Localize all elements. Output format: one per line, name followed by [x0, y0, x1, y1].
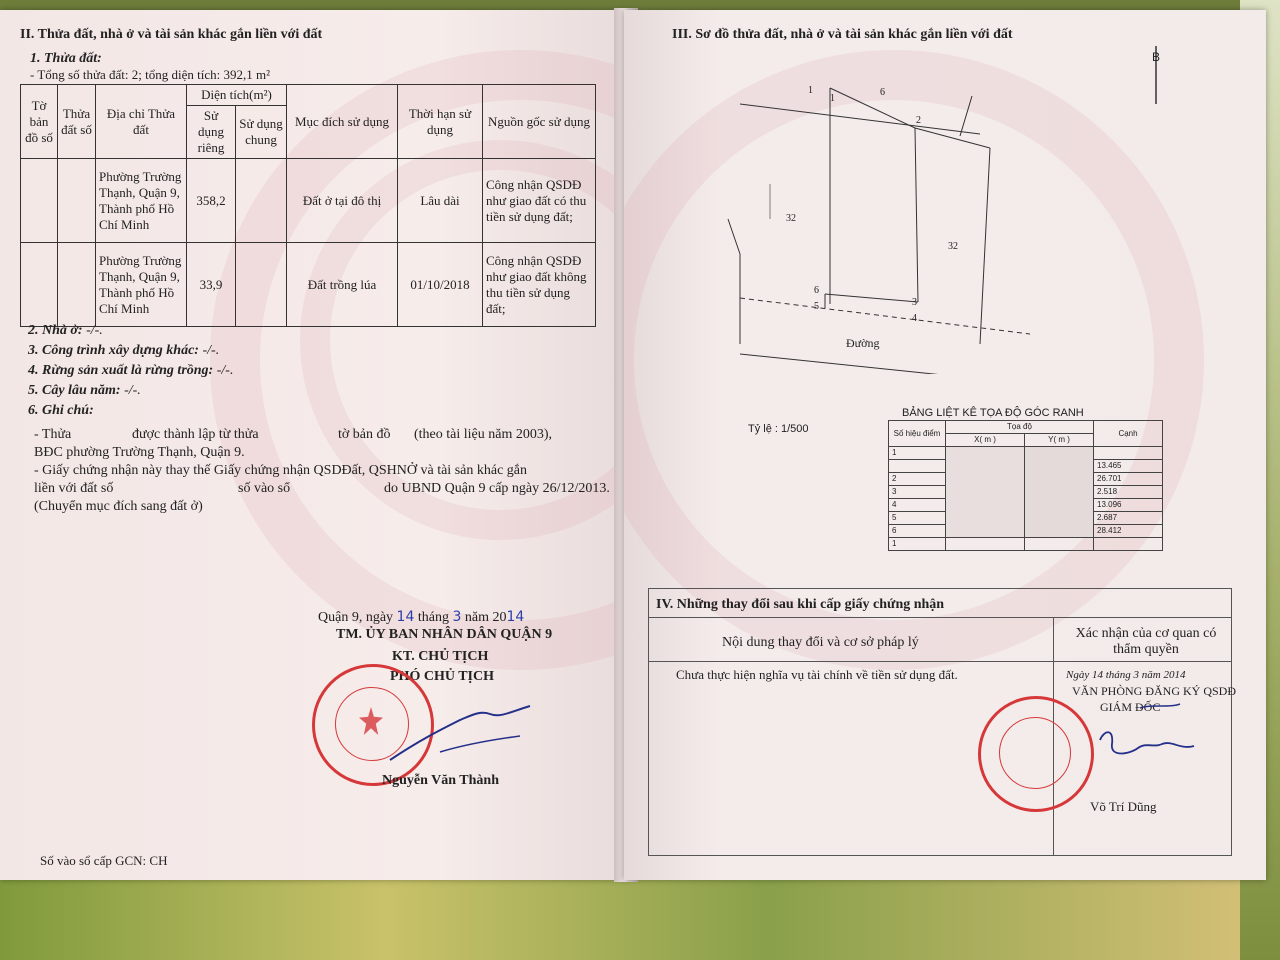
point-label-2: 2 [916, 115, 921, 126]
issue-date: Quận 9, ngày 14 tháng 3 năm 2014 [318, 609, 525, 625]
note-line-4a: liền với đất số [34, 481, 114, 496]
signer-name-left: Nguyễn Văn Thành [382, 773, 499, 788]
th-muc-dich: Mục đích sử dụng [287, 85, 398, 159]
item-rung: 4. Rừng sản xuất là rừng trồng: -/-. [28, 363, 234, 378]
office-stamp [978, 696, 1094, 812]
coord-point: 4 [889, 499, 946, 512]
note-line-5: (Chuyển mục đích sang đất ở) [34, 499, 203, 514]
change-role: GIÁM ĐỐC [1100, 700, 1161, 714]
change-date: Ngày 14 tháng 3 năm 2014 [1066, 669, 1186, 681]
point-label-4: 4 [912, 313, 917, 324]
th-nguon-goc: Nguồn gốc sử dụng [483, 85, 596, 159]
coord-edge: 28.412 [1094, 525, 1163, 538]
plot-diagram [700, 44, 1180, 374]
land-summary: - Tổng số thửa đất: 2; tổng diện tích: 392,1 m² [30, 67, 270, 82]
issuer-title: PHÓ CHỦ TỊCH [390, 669, 494, 684]
cell-thoi-han: 01/10/2018 [398, 243, 483, 327]
point-label-6: 6 [814, 285, 819, 296]
coord-table-title: BẢNG LIỆT KÊ TỌA ĐỘ GÓC RANH [902, 407, 1084, 419]
cell-chung [236, 243, 287, 327]
section3-title: III. Sơ đồ thửa đất, nhà ở và tài sản khác gắn liền với đất [672, 27, 1013, 42]
th-dien-tich: Diện tích(m²) [187, 85, 287, 106]
th-y: Y( m ) [1025, 434, 1094, 447]
coord-edge: 2.687 [1094, 512, 1163, 525]
signer-name-right: Võ Trí Dũng [1090, 799, 1157, 814]
cell-chung [236, 159, 287, 243]
section2-title: II. Thửa đất, nhà ở và tài sản khác gắn liền với đất [20, 27, 323, 42]
cell-nguon-goc: Công nhận QSDĐ như giao đất không thu tiền sử dụng đất; [483, 243, 596, 327]
note-line-1b: được thành lập từ thửa [132, 427, 259, 442]
coord-edge: 13.096 [1094, 499, 1163, 512]
cell-dia-chi: Phường Trường Thạnh, Quận 9, Thành phố Hồ Chí Minh [96, 243, 187, 327]
dimension-right: 32 [948, 241, 958, 252]
th-chung: Sử dụng chung [236, 106, 287, 159]
cell-rieng: 358,2 [187, 159, 236, 243]
section4-title: IV. Những thay đổi sau khi cấp giấy chứng nhận [656, 597, 945, 612]
cell-nguon-goc: Công nhận QSDĐ như giao đất có thu tiền sử dụng đất; [483, 159, 596, 243]
changes-col-content: Nội dung thay đổi và cơ sở pháp lý [722, 635, 919, 650]
note-line-3: - Giấy chứng nhận này thay thế Giấy chứng nhận QSDĐất, QSHNỞ và tài sản khác gắn [34, 463, 528, 478]
coord-point: 1 [889, 447, 946, 460]
cell-muc-dich: Đất trồng lúa [287, 243, 398, 327]
gcn-number: Số vào sổ cấp GCN: CH [40, 853, 168, 868]
neighbor-label-1: 1 [808, 85, 813, 96]
point-label-3: 3 [912, 297, 917, 308]
road-label: Đường [846, 336, 880, 350]
scale-label: Tỷ lệ : 1/500 [748, 423, 809, 435]
table-row [21, 243, 596, 327]
neighbor-label-6: 6 [880, 87, 885, 98]
th-thoi-han: Thời hạn sử dụng [398, 85, 483, 159]
th-to-ban-do: Tờ bản đồ số [21, 85, 58, 159]
th-x: X( m ) [946, 434, 1025, 447]
note-line-1a: - Thửa [34, 427, 72, 442]
item-ghi-chu: 6. Ghi chú: [28, 403, 94, 418]
cell-dia-chi: Phường Trường Thạnh, Quận 9, Thành phố Hồ Chí Minh [96, 159, 187, 243]
change-office: VĂN PHÒNG ĐĂNG KÝ QSDĐ [1072, 684, 1237, 698]
dimension-left: 32 [786, 213, 796, 224]
coord-table [888, 420, 1163, 551]
table-row [21, 159, 596, 243]
item-nha-o: 2. Nhà ở: -/-. [28, 323, 103, 338]
coord-edge: 2.518 [1094, 486, 1163, 499]
change-content: Chưa thực hiện nghĩa vụ tài chính về tiền sử dụng đất. [676, 667, 958, 682]
th-rieng: Sử dụng riêng [187, 106, 236, 159]
cell-rieng: 33,9 [187, 243, 236, 327]
point-label-1: 1 [830, 93, 835, 104]
th-dia-chi: Địa chỉ Thửa đất [96, 85, 187, 159]
north-arrow-label: B [1152, 50, 1161, 64]
land-plot-table [20, 84, 596, 327]
coord-point: 3 [889, 486, 946, 499]
cell-thoi-han: Lâu dài [398, 159, 483, 243]
background-fabric [0, 880, 1280, 960]
point-label-5: 5 [814, 301, 819, 312]
th-so-hieu: Số hiệu điểm [889, 421, 946, 447]
signature-right [1090, 700, 1220, 790]
cell-muc-dich: Đất ở tại đô thị [287, 159, 398, 243]
coord-point: 6 [889, 525, 946, 538]
changes-col-confirm: Xác nhận của cơ quan có thẩm quyền [1075, 626, 1217, 657]
sub1-title: 1. Thửa đất: [30, 51, 102, 66]
signature-left [380, 690, 560, 780]
note-line-4b: số vào sổ [238, 481, 291, 496]
issuer-kt: KT. CHỦ TỊCH [392, 649, 489, 664]
th-toa-do: Tọa độ [946, 421, 1094, 434]
coord-point: 5 [889, 512, 946, 525]
th-thua-dat: Thửa đất số [58, 85, 96, 159]
coord-edge: 13.465 [1094, 460, 1163, 473]
coord-point: 1 [889, 538, 946, 551]
item-cong-trinh: 3. Công trình xây dựng khác: -/-. [28, 343, 220, 358]
note-line-1c: tờ bản đồ [338, 427, 391, 442]
item-cay-lau-nam: 5. Cây lâu năm: -/-. [28, 383, 141, 398]
coord-edge: 26.701 [1094, 473, 1163, 486]
note-line-2: BĐC phường Trường Thạnh, Quận 9. [34, 445, 245, 460]
note-line-4c: do UBND Quận 9 cấp ngày 26/12/2013. [384, 481, 610, 496]
th-canh: Cạnh [1094, 421, 1163, 447]
coord-point: 2 [889, 473, 946, 486]
note-line-1d: (theo tài liệu năm 2003), [414, 427, 553, 442]
issuer-org: TM. ỦY BAN NHÂN DÂN QUẬN 9 [336, 627, 553, 642]
